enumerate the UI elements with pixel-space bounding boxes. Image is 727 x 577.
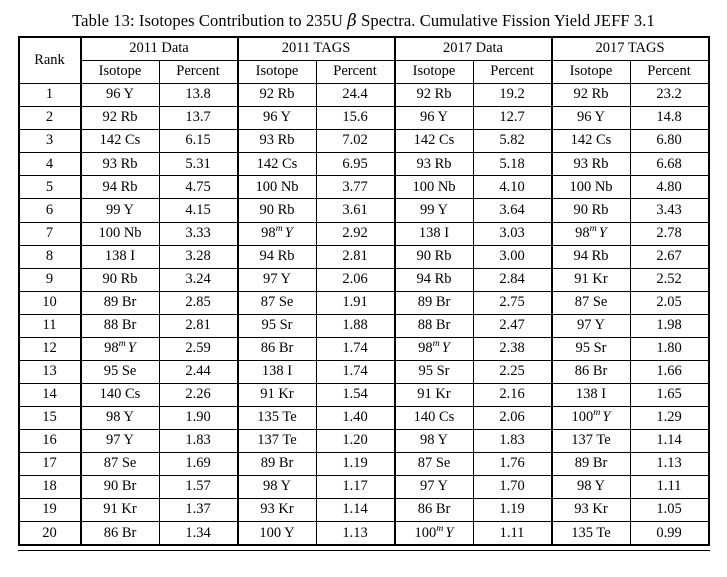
isotope-cell: 137 Te xyxy=(552,430,631,453)
rank-cell: 12 xyxy=(19,337,81,360)
table-row xyxy=(19,430,709,453)
isotope-cell: 138 I xyxy=(81,245,160,268)
percent-cell: 1.20 xyxy=(316,430,395,453)
percent-cell: 1.83 xyxy=(473,430,552,453)
isotope-cell: 86 Br xyxy=(552,360,631,383)
percent-column-header: Percent xyxy=(630,61,709,84)
percent-cell: 6.15 xyxy=(159,130,238,153)
percent-cell: 1.37 xyxy=(159,499,238,522)
percent-cell: 1.34 xyxy=(159,522,238,546)
percent-cell: 7.02 xyxy=(316,130,395,153)
percent-cell: 6.80 xyxy=(630,130,709,153)
rank-cell: 6 xyxy=(19,199,81,222)
isotope-cell: 98 Y xyxy=(552,476,631,499)
percent-cell: 1.90 xyxy=(159,407,238,430)
isotope-cell: 97 Y xyxy=(81,430,160,453)
isotope-cell: 138 I xyxy=(238,360,317,383)
isotope-cell: 89 Br xyxy=(395,291,474,314)
percent-column-header: Percent xyxy=(159,61,238,84)
isotope-column-header: Isotope xyxy=(81,61,160,84)
percent-cell: 3.61 xyxy=(316,199,395,222)
isotope-cell: 93 Kr xyxy=(552,499,631,522)
percent-cell: 2.78 xyxy=(630,222,709,245)
percent-column-header: Percent xyxy=(473,61,552,84)
isotope-cell: 138 I xyxy=(552,383,631,406)
isotope-cell: 100 Y xyxy=(238,522,317,546)
table-row xyxy=(19,383,709,406)
percent-cell: 23.2 xyxy=(630,84,709,107)
group-header-2011-tags: 2011 TAGS xyxy=(238,37,395,61)
isotope-cell: 87 Se xyxy=(238,291,317,314)
percent-cell: 1.76 xyxy=(473,453,552,476)
percent-cell: 3.24 xyxy=(159,268,238,291)
table-row xyxy=(19,407,709,430)
table-row xyxy=(19,176,709,199)
isotope-cell: 97 Y xyxy=(238,268,317,291)
table-row xyxy=(19,245,709,268)
percent-cell: 2.67 xyxy=(630,245,709,268)
percent-cell: 19.2 xyxy=(473,84,552,107)
isotope-cell: 98 Y xyxy=(238,476,317,499)
percent-cell: 2.59 xyxy=(159,337,238,360)
percent-cell: 1.80 xyxy=(630,337,709,360)
group-header-2017-data: 2017 Data xyxy=(395,37,552,61)
isotope-cell: 92 Rb xyxy=(552,84,631,107)
rank-cell: 19 xyxy=(19,499,81,522)
percent-cell: 1.14 xyxy=(316,499,395,522)
isotope-cell: 100 Nb xyxy=(552,176,631,199)
percent-cell: 4.80 xyxy=(630,176,709,199)
percent-cell: 1.11 xyxy=(630,476,709,499)
table-row xyxy=(19,107,709,130)
isotope-cell: 138 I xyxy=(395,222,474,245)
isotope-cell: 98$^m$ Y xyxy=(238,222,317,245)
table-row xyxy=(19,222,709,245)
isotope-cell: 99 Y xyxy=(81,199,160,222)
isotope-cell: 91 Kr xyxy=(238,383,317,406)
group-header-2011-data: 2011 Data xyxy=(81,37,238,61)
table-bottom-rule xyxy=(18,550,710,551)
table-row xyxy=(19,476,709,499)
rank-cell: 4 xyxy=(19,153,81,176)
isotope-cell: 100$^m$ Y xyxy=(395,522,474,546)
isotope-cell: 87 Se xyxy=(81,453,160,476)
rank-cell: 11 xyxy=(19,314,81,337)
isotope-cell: 90 Rb xyxy=(552,199,631,222)
isotope-cell: 100 Nb xyxy=(238,176,317,199)
percent-cell: 2.44 xyxy=(159,360,238,383)
isotope-cell: 93 Rb xyxy=(81,153,160,176)
isotope-cell: 90 Br xyxy=(81,476,160,499)
isotope-cell: 93 Rb xyxy=(395,153,474,176)
percent-cell: 13.7 xyxy=(159,107,238,130)
percent-cell: 1.17 xyxy=(316,476,395,499)
percent-cell: 1.83 xyxy=(159,430,238,453)
isotope-cell: 93 Rb xyxy=(552,153,631,176)
beta-symbol: β xyxy=(347,11,357,30)
percent-cell: 3.64 xyxy=(473,199,552,222)
percent-cell: 2.06 xyxy=(473,407,552,430)
percent-cell: 3.33 xyxy=(159,222,238,245)
percent-cell: 3.43 xyxy=(630,199,709,222)
percent-cell: 1.98 xyxy=(630,314,709,337)
table-row xyxy=(19,199,709,222)
isotope-cell: 135 Te xyxy=(238,407,317,430)
percent-cell: 3.00 xyxy=(473,245,552,268)
percent-cell: 1.91 xyxy=(316,291,395,314)
rank-cell: 15 xyxy=(19,407,81,430)
percent-cell: 1.88 xyxy=(316,314,395,337)
percent-cell: 2.81 xyxy=(159,314,238,337)
percent-cell: 1.69 xyxy=(159,453,238,476)
percent-cell: 2.47 xyxy=(473,314,552,337)
isotope-cell: 88 Br xyxy=(395,314,474,337)
percent-cell: 4.75 xyxy=(159,176,238,199)
isotope-cell: 90 Rb xyxy=(238,199,317,222)
rank-cell: 2 xyxy=(19,107,81,130)
table-row xyxy=(19,314,709,337)
percent-cell: 1.54 xyxy=(316,383,395,406)
isotope-column-header: Isotope xyxy=(552,61,631,84)
isotope-cell: 142 Cs xyxy=(552,130,631,153)
isotope-cell: 140 Cs xyxy=(81,383,160,406)
sub-header-row xyxy=(19,61,709,84)
isotope-cell: 97 Y xyxy=(552,314,631,337)
percent-cell: 14.8 xyxy=(630,107,709,130)
percent-cell: 2.81 xyxy=(316,245,395,268)
percent-cell: 1.19 xyxy=(473,499,552,522)
percent-cell: 15.6 xyxy=(316,107,395,130)
table-row xyxy=(19,130,709,153)
isotope-cell: 90 Rb xyxy=(81,268,160,291)
percent-cell: 3.28 xyxy=(159,245,238,268)
table-row xyxy=(19,499,709,522)
percent-cell: 6.68 xyxy=(630,153,709,176)
isotope-cell: 90 Rb xyxy=(395,245,474,268)
percent-cell: 1.05 xyxy=(630,499,709,522)
isotope-cell: 97 Y xyxy=(395,476,474,499)
percent-cell: 1.74 xyxy=(316,360,395,383)
isotope-cell: 142 Cs xyxy=(395,130,474,153)
percent-cell: 2.85 xyxy=(159,291,238,314)
percent-cell: 24.4 xyxy=(316,84,395,107)
isotope-cell: 98 Y xyxy=(81,407,160,430)
percent-cell: 1.66 xyxy=(630,360,709,383)
percent-cell: 2.05 xyxy=(630,291,709,314)
rank-cell: 5 xyxy=(19,176,81,199)
isotopes-table xyxy=(18,36,710,546)
isotope-cell: 98$^m$ Y xyxy=(81,337,160,360)
percent-cell: 2.75 xyxy=(473,291,552,314)
percent-cell: 2.92 xyxy=(316,222,395,245)
percent-cell: 2.84 xyxy=(473,268,552,291)
percent-cell: 1.11 xyxy=(473,522,552,546)
percent-cell: 1.57 xyxy=(159,476,238,499)
isotope-cell: 142 Cs xyxy=(81,130,160,153)
group-header-row xyxy=(19,37,709,61)
table-row xyxy=(19,153,709,176)
isotope-cell: 100 Nb xyxy=(395,176,474,199)
percent-cell: 1.40 xyxy=(316,407,395,430)
group-header-2017-tags: 2017 TAGS xyxy=(552,37,709,61)
isotope-cell: 91 Kr xyxy=(552,268,631,291)
rank-cell: 3 xyxy=(19,130,81,153)
isotope-cell: 99 Y xyxy=(395,199,474,222)
percent-cell: 1.14 xyxy=(630,430,709,453)
table-body xyxy=(19,84,709,546)
isotope-cell: 86 Br xyxy=(238,337,317,360)
isotope-cell: 86 Br xyxy=(81,522,160,546)
isotope-cell: 92 Rb xyxy=(395,84,474,107)
rank-cell: 7 xyxy=(19,222,81,245)
rank-cell: 14 xyxy=(19,383,81,406)
isotope-cell: 140 Cs xyxy=(395,407,474,430)
percent-cell: 13.8 xyxy=(159,84,238,107)
isotope-cell: 96 Y xyxy=(552,107,631,130)
caption-suffix: Spectra. Cumulative Fission Yield JEFF 3.1 xyxy=(356,11,655,30)
isotope-column-header: Isotope xyxy=(238,61,317,84)
rank-cell: 18 xyxy=(19,476,81,499)
rank-cell: 9 xyxy=(19,268,81,291)
isotope-cell: 137 Te xyxy=(238,430,317,453)
caption-prefix: Table 13: Isotopes Contribution to 235U xyxy=(72,11,348,30)
isotope-cell: 89 Br xyxy=(81,291,160,314)
rank-cell: 16 xyxy=(19,430,81,453)
isotope-cell: 94 Rb xyxy=(552,245,631,268)
isotope-cell: 87 Se xyxy=(395,453,474,476)
percent-cell: 3.03 xyxy=(473,222,552,245)
isotope-cell: 94 Rb xyxy=(81,176,160,199)
percent-cell: 1.70 xyxy=(473,476,552,499)
isotope-cell: 142 Cs xyxy=(238,153,317,176)
percent-cell: 1.13 xyxy=(630,453,709,476)
table-row xyxy=(19,291,709,314)
isotope-cell: 95 Sr xyxy=(395,360,474,383)
isotope-cell: 91 Kr xyxy=(81,499,160,522)
isotope-cell: 92 Rb xyxy=(81,107,160,130)
isotope-cell: 96 Y xyxy=(238,107,317,130)
percent-cell: 0.99 xyxy=(630,522,709,546)
isotope-cell: 96 Y xyxy=(81,84,160,107)
percent-cell: 6.95 xyxy=(316,153,395,176)
percent-cell: 5.31 xyxy=(159,153,238,176)
isotope-cell: 94 Rb xyxy=(395,268,474,291)
percent-cell: 2.38 xyxy=(473,337,552,360)
isotope-cell: 88 Br xyxy=(81,314,160,337)
isotope-cell: 95 Sr xyxy=(238,314,317,337)
isotope-cell: 92 Rb xyxy=(238,84,317,107)
isotope-column-header: Isotope xyxy=(395,61,474,84)
isotope-cell: 89 Br xyxy=(552,453,631,476)
isotope-cell: 87 Se xyxy=(552,291,631,314)
isotope-cell: 100$^m$ Y xyxy=(552,407,631,430)
percent-cell: 1.74 xyxy=(316,337,395,360)
table-row xyxy=(19,268,709,291)
rank-header: Rank xyxy=(19,37,81,84)
rank-cell: 1 xyxy=(19,84,81,107)
percent-cell: 2.25 xyxy=(473,360,552,383)
rank-cell: 17 xyxy=(19,453,81,476)
isotope-cell: 91 Kr xyxy=(395,383,474,406)
rank-cell: 10 xyxy=(19,291,81,314)
isotope-cell: 89 Br xyxy=(238,453,317,476)
isotope-cell: 135 Te xyxy=(552,522,631,546)
isotope-cell: 93 Kr xyxy=(238,499,317,522)
isotope-cell: 98$^m$ Y xyxy=(395,337,474,360)
isotope-cell: 86 Br xyxy=(395,499,474,522)
percent-cell: 2.06 xyxy=(316,268,395,291)
isotope-cell: 98 Y xyxy=(395,430,474,453)
percent-cell: 2.26 xyxy=(159,383,238,406)
rank-cell: 8 xyxy=(19,245,81,268)
table-caption xyxy=(0,0,727,31)
isotope-cell: 95 Se xyxy=(81,360,160,383)
isotope-cell: 94 Rb xyxy=(238,245,317,268)
percent-cell: 1.19 xyxy=(316,453,395,476)
table-row xyxy=(19,337,709,360)
isotope-cell: 96 Y xyxy=(395,107,474,130)
rank-cell: 13 xyxy=(19,360,81,383)
isotope-cell: 95 Sr xyxy=(552,337,631,360)
percent-cell: 1.13 xyxy=(316,522,395,546)
percent-cell: 1.29 xyxy=(630,407,709,430)
percent-cell: 3.77 xyxy=(316,176,395,199)
isotope-cell: 93 Rb xyxy=(238,130,317,153)
percent-column-header: Percent xyxy=(316,61,395,84)
table-row xyxy=(19,360,709,383)
percent-cell: 1.65 xyxy=(630,383,709,406)
table-row xyxy=(19,84,709,107)
percent-cell: 2.16 xyxy=(473,383,552,406)
percent-cell: 4.15 xyxy=(159,199,238,222)
percent-cell: 2.52 xyxy=(630,268,709,291)
rank-cell: 20 xyxy=(19,522,81,546)
isotope-cell: 98$^m$ Y xyxy=(552,222,631,245)
percent-cell: 4.10 xyxy=(473,176,552,199)
table-row xyxy=(19,522,709,546)
isotope-cell: 100 Nb xyxy=(81,222,160,245)
table-row xyxy=(19,453,709,476)
percent-cell: 5.82 xyxy=(473,130,552,153)
percent-cell: 12.7 xyxy=(473,107,552,130)
percent-cell: 5.18 xyxy=(473,153,552,176)
